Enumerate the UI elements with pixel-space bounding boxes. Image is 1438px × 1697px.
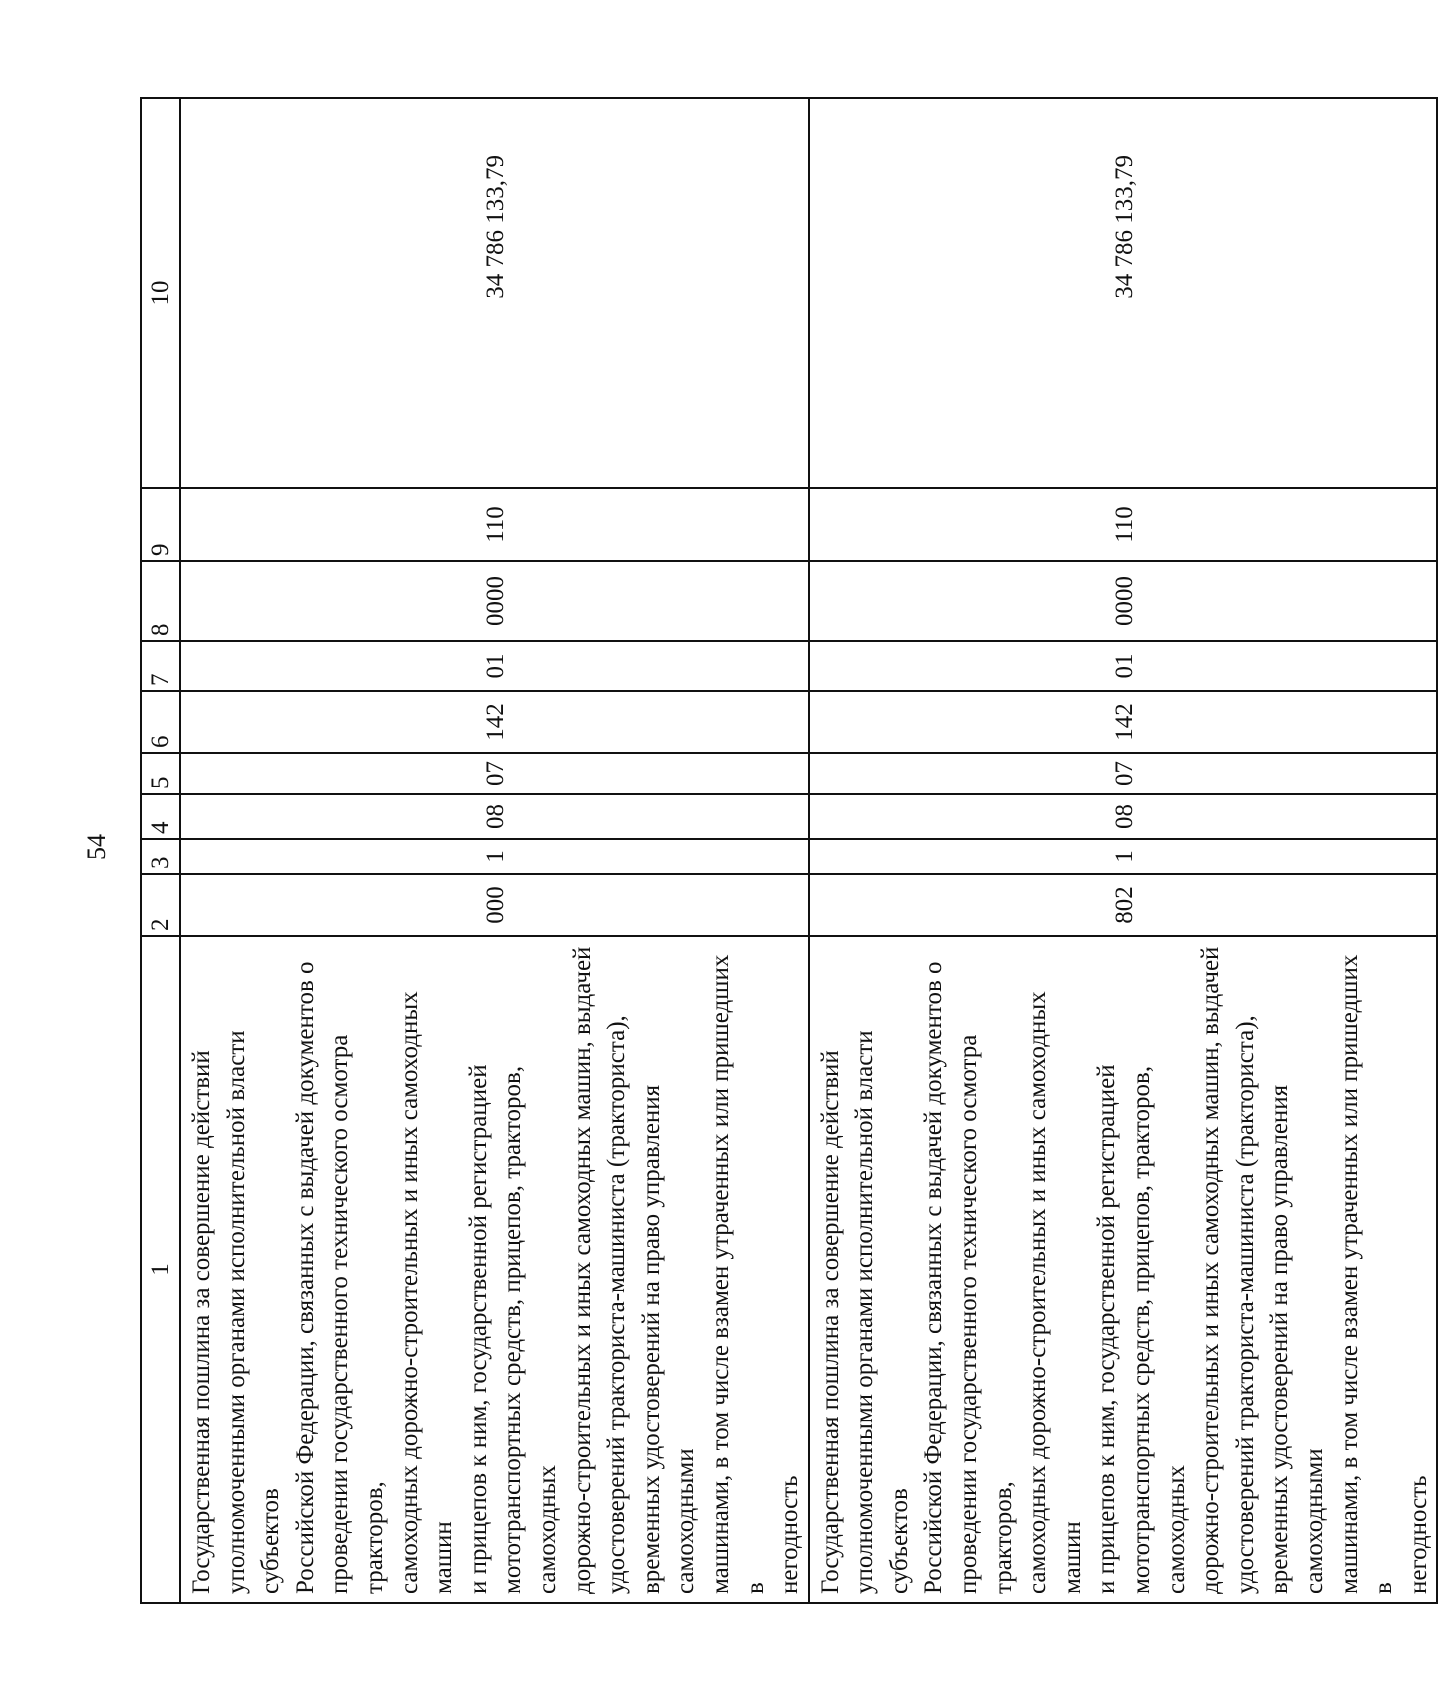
- column-header-6: 6: [141, 691, 180, 753]
- column-header-3: 3: [141, 839, 180, 874]
- column-header-9: 9: [141, 488, 180, 561]
- column-header-8: 8: [141, 561, 180, 641]
- subgroup-code-cell: 08: [180, 794, 809, 839]
- amount-cell: 34 786 133,79: [180, 98, 809, 488]
- element-code-cell: 01: [180, 641, 809, 691]
- subarticle-code-cell: 142: [809, 691, 1438, 753]
- row-description: [809, 936, 1438, 1603]
- column-header-1: 1: [141, 936, 180, 1603]
- page-number: 54: [82, 834, 111, 860]
- subarticle-code-cell: 142: [180, 691, 809, 753]
- column-header-4: 4: [141, 794, 180, 839]
- table-row: [809, 98, 1438, 1603]
- group-code-cell: 1: [809, 839, 1438, 874]
- element-code-cell: 01: [809, 641, 1438, 691]
- article-code-cell: 07: [180, 753, 809, 794]
- group-code-cell: 1: [180, 839, 809, 874]
- description-text: Государственная пошлина за совершение действий уполномоченными органами исполнительной власти субъектов Российской Федерации, связанных с выдачей документов о проведении государственного технического осмотра тракторов, самоходных дорожно-строительных и иных самоходных машин и прицепов к ним, государственной регистрацией мототранспортных средств, прицепов, тракторов, самоходных дорожно-строительных и иных самоходных машин, выдачей удостоверений тракториста-машиниста (тракториста), временных удостоверений на право управления самоходными машинами, в том числе взамен утраченных или пришедших в негодность: [816, 946, 1432, 1594]
- economic-code-cell: 110: [809, 488, 1438, 561]
- economic-code-cell: 110: [180, 488, 809, 561]
- column-header-2: 2: [141, 874, 180, 936]
- program-code-cell: 0000: [809, 561, 1438, 641]
- article-code-cell: 07: [809, 753, 1438, 794]
- table-header-row: [141, 98, 180, 1603]
- admin-code-cell: 802: [809, 874, 1438, 936]
- table-row: [180, 98, 809, 1603]
- amount-cell: 34 786 133,79: [809, 98, 1438, 488]
- budget-table: [140, 97, 1438, 1604]
- column-header-7: 7: [141, 641, 180, 691]
- program-code-cell: 0000: [180, 561, 809, 641]
- description-text: Государственная пошлина за совершение действий уполномоченными органами исполнительной власти субъектов Российской Федерации, связанных с выдачей документов о проведении государственного технического осмотра тракторов, самоходных дорожно-строительных и иных самоходных машин и прицепов к ним, государственной регистрацией мототранспортных средств, прицепов, тракторов, самоходных дорожно-строительных и иных самоходных машин, выдачей удостоверений тракториста-машиниста (тракториста), временных удостоверений на право управления самоходными машинами, в том числе взамен утраченных или пришедших в негодность: [188, 946, 804, 1594]
- subgroup-code-cell: 08: [809, 794, 1438, 839]
- column-header-5: 5: [141, 753, 180, 794]
- row-description: [180, 936, 809, 1603]
- admin-code-cell: 000: [180, 874, 809, 936]
- column-header-10: 10: [141, 98, 180, 488]
